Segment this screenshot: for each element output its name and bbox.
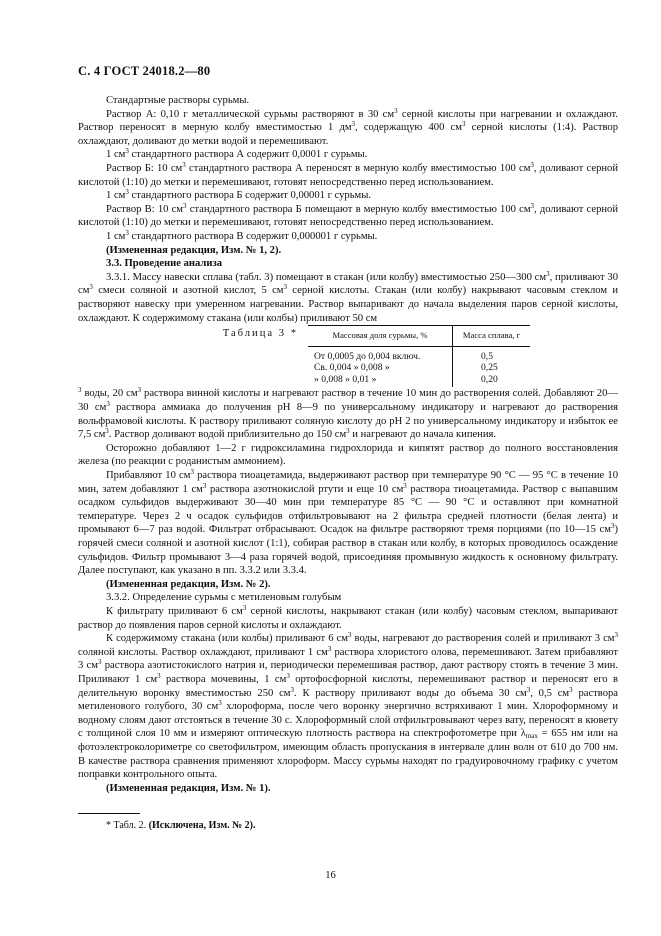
paragraph: К содержимому стакана (или колбы) приливают 6 $см^3$ воды, нагревают до растворения солей и приливают 3 $см^3$ соляной кислоты. Раствор охлаждают, приливают 1 $см^3$ раствора хлористого олова, перемешивают. Затем прибавляют 3 $см^3$ раствора азотистокислого натрия и, периодически перемешивая раствор, дают раствору стоять в течение 3 мин. Приливают 1 $см^3$ раствора мочевины, 1 $см^3$ ортофосфорной кислоты, перемешивают раствор и переносят его в делительную воронку вместимостью 250 $см^3$. К раствору приливают воды до объема 30 $см^3$, 0,5 $см^3$ раствора метиленового голубого, 30 $см^3$ хлороформа, после чего воронку энергично встряхивают 1 мин. Хлороформному и водному слоям дают отстояться в течение 30 с. Хлороформный слой отфильтровывают через вату, переносят в кювету с толщиной слоя 10 мм и измеряют оптическую плотность раствора на спектрофотометре при $\lambda_{max} = 655$ нм или на фотоэлектроколориметре со светофильтром, имеющим область пропускания в интервале длин волн от 610 до 700 нм. В качестве раствора сравнения применяют хлороформ. Массу сурьмы находят по градуировочному графику с учетом поправки контрольного опыта.: [78, 631, 619, 781]
table-caption: Таблица 3 *: [222, 328, 296, 340]
footnote: * Табл. 2. (Исключена, Изм. № 2).: [106, 820, 256, 831]
paragraph: Стандартные растворы сурьмы.: [106, 95, 250, 106]
table-3-grid: [308, 325, 530, 387]
paragraph: К фильтрату приливают 6 $см^3$ серной кислоты, накрывают стакан (или колбу) часовым стеклом, выпаривают раствор до появления паров серной кислоты и охлаждают.: [78, 603, 618, 631]
table-header-antimony: Массовая доля сурьмы, %: [308, 326, 453, 347]
section-heading: 3.3. Проведение анализа: [106, 258, 222, 270]
table-row: » 0,008 » 0,01 » 0,20: [308, 374, 530, 388]
paragraph: 1 $см^3$ стандартного раствора В содержит 0,000001 г сурьмы.: [106, 228, 378, 242]
document-body: Стандартные растворы сурьмы. Раствор А: 0,10 г металлической сурьмы растворяют в 30 $см^3$ серной кислоты при нагревании и охлаждают. Раствор переносят в мерную колбу вместимостью 1 $дм^3$, содержащую 400 $см^3$ серной кислоты (1:4). Раствор охлаждают, доливают до метки водой и перемешивают. 1 $см^3$ стандартного раствора А содержит 0,0001 г сурьмы. Раствор Б: 10 $см^3$ стандартного раствора А переносят в мерную колбу вместимостью 100 $см^3$, доливают серной кислотой (1:10) до метки и перемешивают, готовят непосредственно перед использованием. 1 $см^3$ стандартного раствора Б содержит 0,00001 г сурьмы. Раствор В: 10 $см^3$ стандартного раствора Б помещают в мерную колбу вместимостью 100 $см^3$, доливают серной кислотой (1:10) до метки и перемешивают, готовят непосредственно перед использованием. 1 $см^3$ стандартного раствора В содержит 0,000001 г сурьмы. (Измененная редакция, Изм. № 1, 2). 3.3. Проведение анализа 3.3.1. Массу навески сплава (табл. 3) помещают в стакан (или колбу) вместимостью 250—300 $см^3$, приливают 30 $см^3$ смеси соляной и азотной кислот, 5 $см^3$ серной кислоты. Стакан (или колбу) накрывают часовым стеклом и растворяют навеску при умеренном нагревании. Раствор выпаривают до начала выделения паров серной кислоты, охлаждают. К содержимому стакана (или колбы) приливают 50 см Таблица 3 * Массовая доля сурьмы, % Масса сплава, г От 0,0005 до 0,004 включ. 0,5 Св. 0,004 » 0,008 » 0,25 » 0,008 » 0,01 » 0,20 $^3$ воды, 20 $см^3$ раствора винной кислоты и нагревают раствор в течение 10 мин до растворения солей. Добавляют 20—30 $см^3$ раствора аммиака до получения pH 8—9 по универсальному индикатору и нагревают до растворения вольфрамовой кислоты. К раствору приливают соляную кислоту до pH 2 по универсальному индикатору и избыток ее 7,5 $см^3$. Раствор доливают водой приблизительно до 150 $см^3$ и нагревают до начала кипения. Осторожно добавляют 1—2 г гидроксиламина гидрохлорида и кипятят раствор до полного восстановления железа (по реакции с роданистым аммонием). Прибавляют 10 $см^3$ раствора тиоацетамида, выдерживают раствор при температуре 90 °С — 95 °С в течение 10 мин, затем добавляют 1 $см^3$ раствора азотнокислой ртути и еще 10 $см^3$ раствора тиоацетамида. Раствор с выпавшим осадком сульфидов выдерживают 30—40 мин при температуре 85 °С — 90 °С и оставляют при комнатной температуре. Через 2 ч осадок сульфидов отфильтровывают на 2 фильтра средней плотности (белая лента) и промывают 6—7 раз водой. Фильтрат отбрасывают. Осадок на фильтре растворяют тремя порциями (по 10—15 $см^3$) горячей смеси соляной и азотной кислот (1:1), собирая раствор в стакан или колбу, в которых проводилось осаждение сульфидов. Фильтр промывают 3—4 раза горячей водой, присоединяя промывную жидкость к основному фильтрату. Далее поступают, как указано в пп. 3.3.2 или 3.3.4. (Измененная редакция, Изм. № 2). 3.3.2. Определение сурьмы с метиленовым голубым К фильтрату приливают 6 $см^3$ серной кислоты, накрывают стакан (или колбу) часовым стеклом, выпаривают раствор до появления паров серной кислоты и охлаждают. К содержимому стакана (или колбы) приливают 6 $см^3$ воды, нагревают до растворения солей и приливают 3 $см^3$ соляной кислоты. Раствор охлаждают, приливают 1 $см^3$ раствора хлористого олова, перемешивают. Затем прибавляют 3 $см^3$ раствора азотистокислого натрия и, периодически перемешивая раствор, дают раствору стоять в течение 3 мин. Приливают 1 $см^3$ раствора мочевины, 1 $см^3$ ортофосфорной кислоты, перемешивают раствор и переносят его в делительную воронку вместимостью 250 $см^3$. К раствору приливают воды до объема 30 $см^3$, 0,5 $см^3$ раствора метиленового голубого, 30 $см^3$ хлороформа, после чего воронку энергично встряхивают 1 мин. Хлороформному и водному слоям дают отстояться в течение 30 с. Хлороформный слой отфильтровывают через вату, переносят в кювету с толщиной слоя 10 мм и измеряют оптическую плотность раствора на спектрофотометре при $\lambda_{max} = 655$ нм или на фотоэлектроколориметре со светофильтром, имеющим область пропускания в интервале длин волн от 610 до 700 нм. В качестве раствора сравнения применяют хлороформ. Массу сурьмы находят по градуировочному графику с учетом поправки контрольного опыта. (Измененная редакция, Изм. № 1).: [78, 95, 619, 794]
revision-note: (Измененная редакция, Изм. № 1, 2).: [106, 244, 282, 256]
paragraph: Прибавляют 10 $см^3$ раствора тиоацетамида, выдерживают раствор при температуре 90 °С — 95 °С в течение 10 мин, затем добавляют 1 $см^3$ раствора азотнокислой ртути и еще 10 $см^3$ раствора тиоацетамида. Раствор с выпавшим осадком сульфидов выдерживают 30—40 мин при температуре 85 °С — 90 °С и оставляют при комнатной температуре. Через 2 ч осадок сульфидов отфильтровывают на 2 фильтра средней плотности (белая лента) и промывают 6—7 раз водой. Фильтрат отбрасывают. Осадок на фильтре растворяют тремя порциями (по 10—15 $см^3$) горячей смеси соляной и азотной кислот (1:1), собирая раствор в стакан или колбу, в которых проводилось осаждение сульфидов. Фильтр промывают 3—4 раза горячей водой, присоединяя промывную жидкость к основному фильтрату. Далее поступают, как указано в пп. 3.3.2 или 3.3.4.: [78, 468, 619, 577]
table-header-mass: Масса сплава, г: [453, 326, 531, 347]
paragraph: Осторожно добавляют 1—2 г гидроксиламина гидрохлорида и кипятят раствор до полного восстановления железа (по реакции с роданистым аммонием).: [78, 442, 618, 468]
paragraph: Раствор А: 0,10 г металлической сурьмы растворяют в 30 $см^3$ серной кислоты при нагревании и охлаждают. Раствор переносят в мерную колбу вместимостью 1 $дм^3$, содержащую 400 $см^3$ серной кислоты (1:4). Раствор охлаждают, доливают до метки водой и перемешивают.: [78, 106, 618, 147]
paragraph: 1 $см^3$ стандартного раствора Б содержит 0,00001 г сурьмы.: [106, 188, 372, 202]
subsection-heading: 3.3.2. Определение сурьмы с метиленовым голубым: [106, 592, 342, 604]
paragraph: Раствор Б: 10 $см^3$ стандартного раствора А переносят в мерную колбу вместимостью 100 $см^3$, доливают серной кислотой (1:10) до метки и перемешивают, готовят непосредственно перед использованием.: [78, 160, 618, 188]
paragraph: Раствор В: 10 $см^3$ стандартного раствора Б помещают в мерную колбу вместимостью 100 $см^3$, доливают серной кислотой (1:10) до метки и перемешивают, готовят непосредственно перед использованием.: [78, 201, 619, 229]
revision-note: (Измененная редакция, Изм. № 1).: [106, 782, 271, 794]
paragraph: 1 $см^3$ стандартного раствора А содержит 0,0001 г сурьмы.: [106, 147, 368, 161]
page-header: С. 4 ГОСТ 24018.2—80: [78, 64, 211, 78]
table-row: Св. 0,004 » 0,008 » 0,25: [308, 362, 530, 374]
table-row: От 0,0005 до 0,004 включ. 0,5: [308, 346, 530, 362]
page-number: 16: [325, 870, 336, 881]
paragraph-with-table: 3.3.1. Массу навески сплава (табл. 3) помещают в стакан (или колбу) вместимостью 250—300 $см^3$, приливают 30 $см^3$ смеси соляной и азотной кислот, 5 $см^3$ серной кислоты. Стакан (или колбу) накрывают часовым стеклом и растворяют навеску при умеренном нагревании. Раствор выпаривают до начала выделения паров серной кислоты, охлаждают. К содержимому стакана (или колбы) приливают 50 см: [78, 269, 619, 324]
table-3: [78, 327, 300, 341]
footnote-separator: [78, 813, 140, 814]
revision-note: (Измененная редакция, Изм. № 2).: [106, 578, 271, 590]
